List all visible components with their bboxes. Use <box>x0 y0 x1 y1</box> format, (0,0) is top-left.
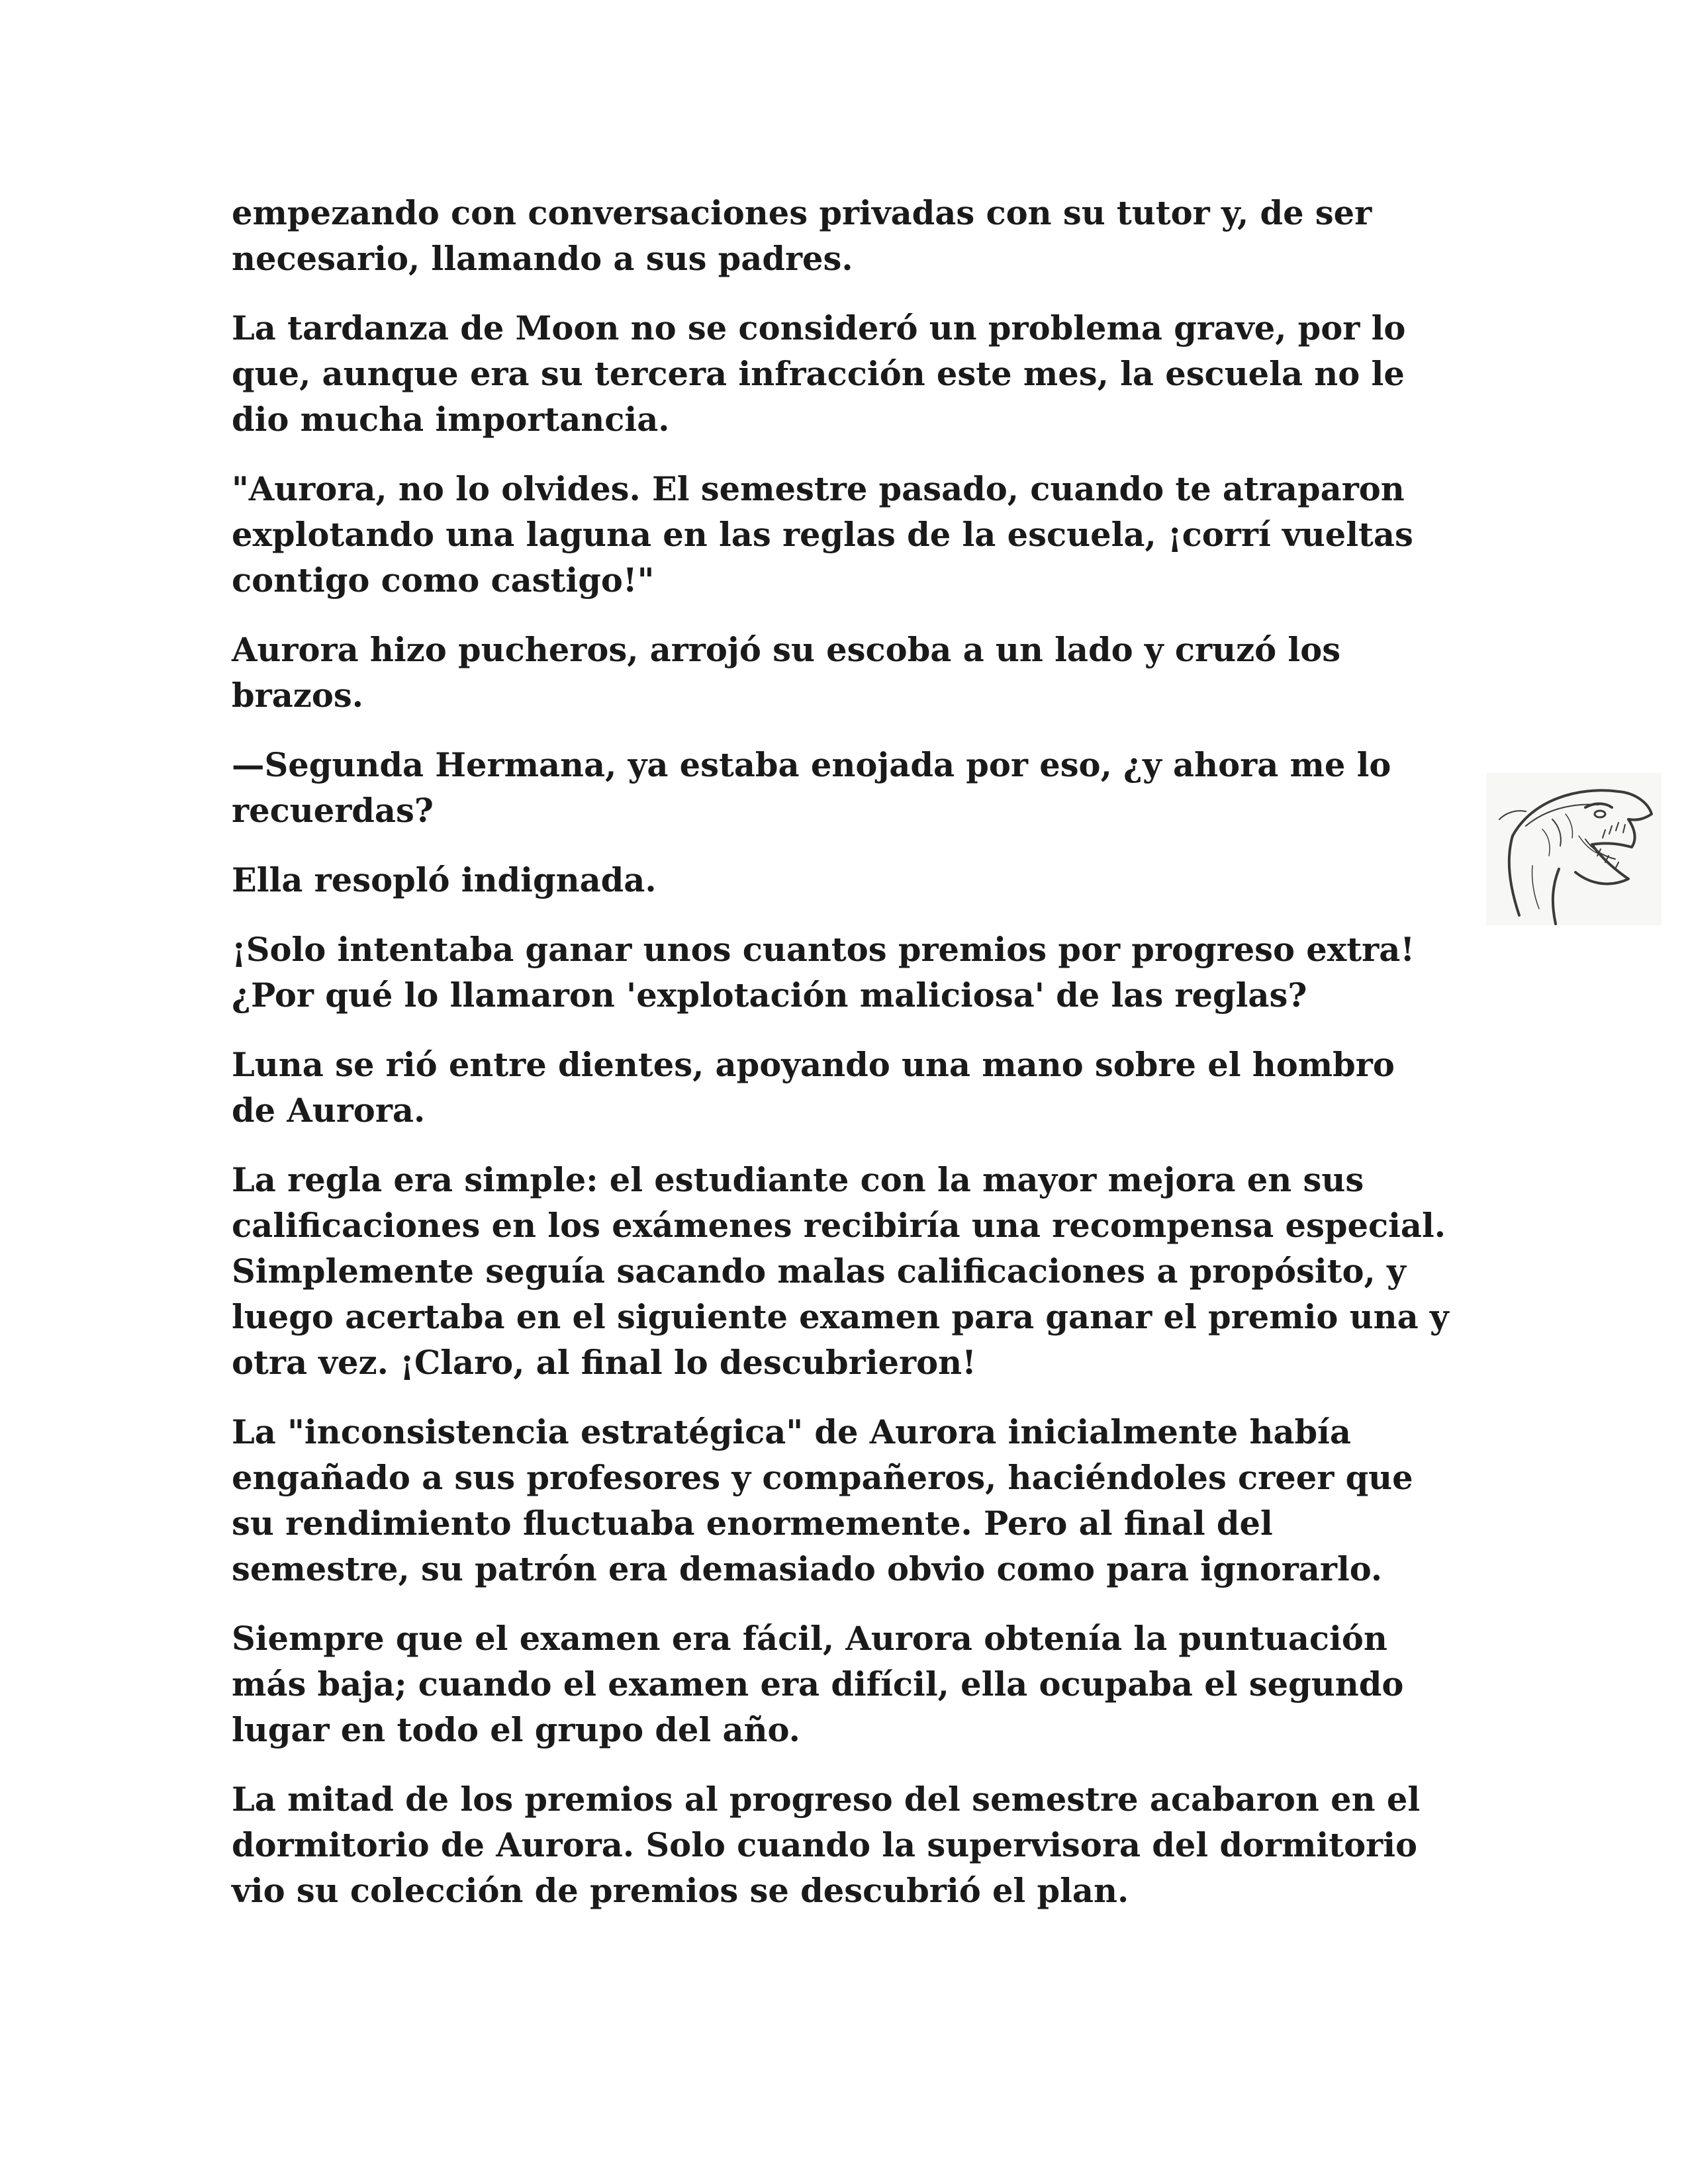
paragraph: "Aurora, no lo olvides. El semestre pasado, cuando te atraparon explotando una laguna en las reglas de la escuela, ¡corrí vueltas contigo como castigo!" <box>232 470 1413 600</box>
paragraph: ¡Solo intentaba ganar unos cuantos premios por progreso extra! ¿Por qué lo llamaron 'explotación maliciosa' de las reglas? <box>232 931 1415 1015</box>
paragraph: La regla era simple: el estudiante con la mayor mejora en sus calificaciones en los exámenes recibiría una recompensa especial. Simplemente seguía sacando malas calificaciones a propósito, y luego acertaba en el siguiente examen para ganar el premio una y otra vez. ¡Claro, al final lo descubrieron! <box>232 1161 1449 1382</box>
paragraph: Luna se rió entre dientes, apoyando una mano sobre el hombro de Aurora. <box>232 1046 1395 1130</box>
paragraph: La mitad de los premios al progreso del semestre acabaron en el dormitorio de Aurora. Solo cuando la supervisora del dormitorio vio su colección de premios se descubrió el plan. <box>232 1780 1421 1910</box>
paragraph: —Segunda Hermana, ya estaba enojada por eso, ¿y ahora me lo recuerdas? <box>232 746 1391 830</box>
paragraph: La tardanza de Moon no se consideró un problema grave, por lo que, aunque era su tercera infracción este mes, la escuela no le dio mucha importancia. <box>232 309 1406 439</box>
paragraph: Aurora hizo pucheros, arrojó su escoba a un lado y cruzó los brazos. <box>232 631 1341 715</box>
paragraph: La "inconsistencia estratégica" de Aurora inicialmente había engañado a sus profesores y compañeros, haciéndoles creer que su rendimiento fluctuaba enormemente. Pero al final del semestre, su patrón era demasiado obvio como para ignorarlo. <box>232 1413 1413 1588</box>
paragraph: empezando con conversaciones privadas con su tutor y, de ser necesario, llamando a sus padres. <box>232 194 1372 278</box>
dinosaur-sketch-icon <box>1486 773 1662 925</box>
body-text <box>232 191 1450 1938</box>
paragraph: Ella resopló indignada. <box>232 861 657 899</box>
paragraph: Siempre que el examen era fácil, Aurora obtenía la puntuación más baja; cuando el examen era difícil, ella ocupaba el segundo lugar en todo el grupo del año. <box>232 1619 1404 1749</box>
